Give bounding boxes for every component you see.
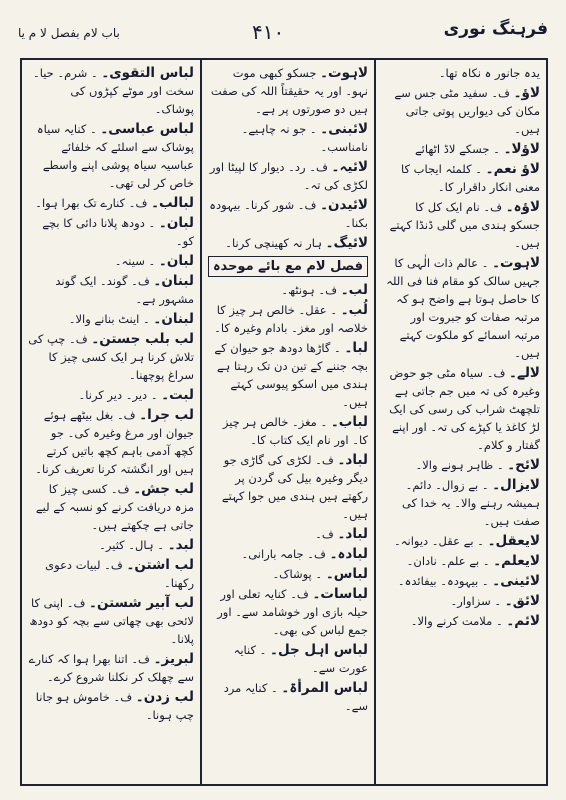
entry-headword: لبنان۔ <box>153 311 194 327</box>
entry-headword: لائبنی۔ <box>320 121 368 137</box>
entry-definition: ہار نہ کھینچی کرنا۔ <box>225 236 322 250</box>
dictionary-entry <box>28 214 194 250</box>
column-middle <box>202 60 374 784</box>
entry-headword: لائینی۔ <box>492 573 540 589</box>
entry-headword: لب اشتن۔ <box>126 557 194 573</box>
dictionary-entry <box>28 536 194 554</box>
dictionary-entry <box>382 64 540 82</box>
entry-definition: ۔ بے عقل۔ دیوانہ۔ <box>394 534 484 548</box>
entry-definition: ۔ کنایہ عورت سے۔ <box>233 643 368 675</box>
entry-definition: ۔ پوشاک۔ <box>272 567 323 581</box>
dictionary-entry <box>28 406 194 478</box>
column-left <box>22 60 200 784</box>
entry-headword: لایزال۔ <box>492 477 540 493</box>
dictionary-entry <box>208 64 368 118</box>
section-running-head: باب لام بفصل لا م یا <box>18 26 120 40</box>
entry-definition: ۔ جسکے لاڈ اٹھائے <box>414 142 500 156</box>
entry-definition: ۔ اینٹ بنانے والا۔ <box>68 312 150 326</box>
dictionary-entry <box>208 525 368 543</box>
entry-definition: ف۔ نام ایک کل کا جسکو ہندی میں گلی ڈنڈا کہتے ہیں۔ <box>389 200 540 250</box>
dictionary-entry <box>28 310 194 328</box>
entry-headword: لب زدن۔ <box>135 689 194 705</box>
entry-definition: ف۔ سفید مٹی جس سے مکان کی دیواریں پوتی جاتی ہیں۔ <box>394 86 540 136</box>
dictionary-entry <box>208 545 368 563</box>
dictionary-entry <box>382 476 540 530</box>
dictionary-entry <box>208 196 368 232</box>
entry-headword: لائق۔ <box>504 593 540 609</box>
dictionary-entry <box>208 585 368 639</box>
entry-headword: لباد۔ <box>337 452 368 468</box>
entry-definition: ۔ سینہ۔ <box>114 254 156 268</box>
entry-definition: ۔ دیر۔ دیر کرنا۔ <box>78 388 158 402</box>
entry-headword: لاؤہ۔ <box>505 199 540 215</box>
entry-headword: لبت۔ <box>161 387 194 403</box>
entry-headword: لالے۔ <box>509 365 540 381</box>
entry-definition: ۔ جو نہ چاہیے۔ نامناسب۔ <box>241 122 368 154</box>
dictionary-entry <box>382 140 540 158</box>
entry-definition: ف۔ سیاہ مٹی جو حوض وغیرہ کی تہ میں جم جاتی ہے تلچھٹ شراب کی رسی کی ایک لڑ کاغذ یا کپڑے کی تہ۔ اور اپنے گفتار و کلام۔ <box>389 366 540 452</box>
dictionary-entry <box>28 386 194 404</box>
dictionary-entry <box>382 198 540 252</box>
entry-definition: یدہ جانور ہ نکاہ تھا۔ <box>438 66 540 80</box>
entry-headword: لایعلم۔ <box>493 553 540 569</box>
entry-definition: ۔ شرم۔ حیا۔ سخت اور موٹے کپڑوں کی پوشاک۔ <box>32 66 194 116</box>
entry-headword: لبد۔ <box>167 537 194 553</box>
dictionary-entry <box>382 84 540 138</box>
dictionary-entry <box>28 194 194 212</box>
column-right <box>376 60 546 784</box>
entry-definition: ۔ ظاہر ہونے والا۔ <box>415 458 504 472</box>
entry-definition: ف۔ کنارے تک بھرا ہوا۔ <box>35 196 148 210</box>
entry-headword: لبا۔ <box>344 340 368 356</box>
entry-definition: ۔ مغز۔ خالص ہر چیز کا۔ اور نام ایک کتاب کا۔ <box>222 415 368 447</box>
dictionary-entry <box>208 413 368 449</box>
entry-definition: ۔ بے علم۔ نادان۔ <box>406 554 490 568</box>
entry-definition: ف۔ ہونٹھ۔ <box>281 283 338 297</box>
entry-headword: لبان۔ <box>158 253 194 269</box>
entry-headword: لُب۔ <box>340 302 368 318</box>
entry-definition: ف۔ گوند۔ ایک گوند مشہور ہے۔ <box>55 274 194 306</box>
entry-headword: لب جرا۔ <box>139 407 194 423</box>
entry-definition: ۔ دودھ پلانا دائی کا بچے کو۔ <box>42 216 194 248</box>
entry-headword: لبالب۔ <box>151 195 194 211</box>
entry-definition: ف۔ لکڑی کی گاڑی جو دیگر وغیرہ بیل کی گردن پر رکھتے ہیں ہندی میں جوا کہتے ہیں۔ <box>221 453 368 521</box>
dictionary-entry <box>382 572 540 590</box>
entry-definition: ف۔ <box>315 527 334 541</box>
dictionary-entry <box>28 556 194 592</box>
section-heading: فصل لام مع بائے موحدہ <box>208 256 368 277</box>
entry-definition: ۔ سزاوار۔ <box>450 594 502 608</box>
entry-definition: ۔ ملامت کرنے والا۔ <box>410 614 503 628</box>
dictionary-entry <box>208 281 368 299</box>
book-title: فرہنگ نوری <box>443 19 548 39</box>
entry-headword: لایعقل۔ <box>487 533 540 549</box>
entry-headword: لائیگ۔ <box>325 235 368 251</box>
dictionary-entry <box>208 565 368 583</box>
dictionary-entry <box>28 330 194 384</box>
entry-headword: لاؤ۔ <box>513 85 540 101</box>
entry-definition: ۔ بے زوال۔ دائم۔ ہمیشہ رہنے والا۔ یہ خدا کی صفت ہیں۔ <box>401 478 540 528</box>
entry-definition: ۔ کنایہ مرد سے۔ <box>223 681 368 713</box>
entry-headword: لباس التقوی۔ <box>101 65 194 81</box>
dictionary-entry <box>208 120 368 156</box>
entry-headword: لائح۔ <box>507 457 540 473</box>
entry-headword: لب بلب جستن۔ <box>91 331 194 347</box>
entry-headword: لب آبیر شستن۔ <box>89 595 194 611</box>
dictionary-entry <box>208 158 368 194</box>
dictionary-entry <box>382 364 540 454</box>
entry-headword: لبادہ۔ <box>329 546 368 562</box>
entry-definition: ف۔ اپنی کا لائحی بھی چھاتی سے بچہ کو دودھ پلانا۔ <box>29 596 194 646</box>
dictionary-entry <box>382 532 540 550</box>
entry-headword: لائیہ۔ <box>331 159 368 175</box>
page-number: ۴۱۰ <box>252 20 285 44</box>
entry-definition: ۔ عقل۔ خالص ہر چیز کا خلاصہ اور مغز۔ بادام وغیرہ کا۔ <box>214 303 368 335</box>
entry-headword: لاہوت۔ <box>492 255 540 271</box>
page-header <box>14 14 552 54</box>
entry-headword: لباس۔ <box>325 566 368 582</box>
entry-headword: لائیدن۔ <box>320 197 368 213</box>
entry-headword: لبریز۔ <box>153 651 194 667</box>
entry-definition: ۔ گاڑھا دودھ جو حیوان کے بچہ جننے کے تین دن تک رہتا ہے ہندی میں اسکو پیوسی کہتے ہیں۔ <box>214 341 368 409</box>
entry-definition: ف۔ شور کرنا۔ بیہودہ بکنا۔ <box>209 198 368 230</box>
entry-headword: لباب۔ <box>330 414 368 430</box>
dictionary-entry <box>28 688 194 724</box>
entry-headword: لب۔ <box>340 282 368 298</box>
dictionary-entry <box>28 252 194 270</box>
entry-definition: ف۔ جامہ بارانی۔ <box>241 547 326 561</box>
dictionary-entry <box>208 451 368 523</box>
dictionary-entry <box>28 594 194 648</box>
dictionary-entry <box>382 254 540 362</box>
dictionary-entry <box>28 650 194 686</box>
entry-headword: لباس المرأۃ۔ <box>281 680 368 696</box>
entry-headword: لاہوت۔ <box>320 65 368 81</box>
entry-definition: ف۔ رد۔ دیوار کا لپیٹا اور لکڑی کی تہ۔ <box>209 160 368 192</box>
entry-definition: جسکو کبھی موت نہو۔ اور یہ حقیقتاً اللہ کی صفت ہیں دو صورتوں پر ہے۔ <box>210 66 368 116</box>
entry-definition: ف۔ لبیات دعوی رکھنا۔ <box>45 558 194 590</box>
dictionary-entry <box>382 592 540 610</box>
entry-headword: لباسات۔ <box>312 586 368 602</box>
entry-headword: لاؤ نعم۔ <box>485 161 540 177</box>
dictionary-entry <box>382 552 540 570</box>
entry-definition: ۔ کلمئہ ایجاب کا معنی انکار داقرار کا۔ <box>401 162 540 194</box>
entry-definition: ۔ ہال۔ کثیر۔ <box>99 538 165 552</box>
dictionary-entry <box>382 160 540 196</box>
entry-headword: لب جش۔ <box>133 481 194 497</box>
entry-headword: لبان۔ <box>158 215 194 231</box>
entry-definition: ف۔ اتنا بھرا ہوا کہ کنارے سے چھلک کر نکلنا شروع کرے۔ <box>28 652 194 684</box>
dictionary-entry <box>208 301 368 337</box>
dictionary-entry <box>28 120 194 192</box>
dictionary-entry <box>382 456 540 474</box>
dictionary-entry <box>208 234 368 252</box>
entry-headword: لاؤلا۔ <box>503 141 540 157</box>
dictionary-entry <box>208 339 368 411</box>
dictionary-entry <box>28 64 194 118</box>
dictionary-entry <box>28 480 194 534</box>
entry-definition: ف۔ بغل بیٹھے ہوئے جیوان اور مرغ وغیرہ کی۔ جو کچھ آدمی باہم کچھ باتیں کرتے ہیں اور انگشتہ کرنا تعریف کرنا۔ <box>35 408 194 476</box>
dictionary-entry <box>208 641 368 677</box>
entry-definition: ف۔ کسی چیز کا مزہ دریافت کرنے کو نسبہ کے لیے جاتی ہے چکھتے ہیں۔ <box>35 482 194 532</box>
entry-headword: لباد۔ <box>337 526 368 542</box>
entry-headword: لباس عباسی۔ <box>100 121 194 137</box>
dictionary-entry <box>208 679 368 715</box>
entry-definition: ۔ عالم ذات الٰہی کا جہیں سالک کو مقام فنا فی اللہ کا حاصل ہوتا ہے واضح ہو کہ مرتبہ صفات کو جبروت اور مرتبہ اسمائے کو ملکوت کہتے ہیں۔ <box>386 256 540 360</box>
entry-definition: ف۔ چپ کی تلاش کرنا ہر ایک کسی چیز کا سراغ پوچھنا۔ <box>28 332 194 382</box>
entry-headword: لائم۔ <box>506 613 540 629</box>
dictionary-entry <box>382 612 540 630</box>
dictionary-entry <box>28 272 194 308</box>
entry-definition: ف۔ خاموش ہو جانا چپ ہونا۔ <box>35 690 194 722</box>
entry-definition: ۔ بیہودہ۔ بیفائدہ۔ <box>397 574 489 588</box>
entry-headword: لباس اہل جل۔ <box>270 642 368 658</box>
entry-definition: ۔ کنایہ سیاہ پوشاک سے اسلئے کہ خلفائے عباسیہ سیاہ پوشی اپنے واسطے خاص کر لی تھی۔ <box>36 122 194 190</box>
entry-headword: لبنان۔ <box>153 273 194 289</box>
entry-definition: ف۔ کنایہ تعلی اور حیلہ بازی اور خوشامد سے۔ اور جمع لباس کی بھی۔ <box>217 587 368 637</box>
